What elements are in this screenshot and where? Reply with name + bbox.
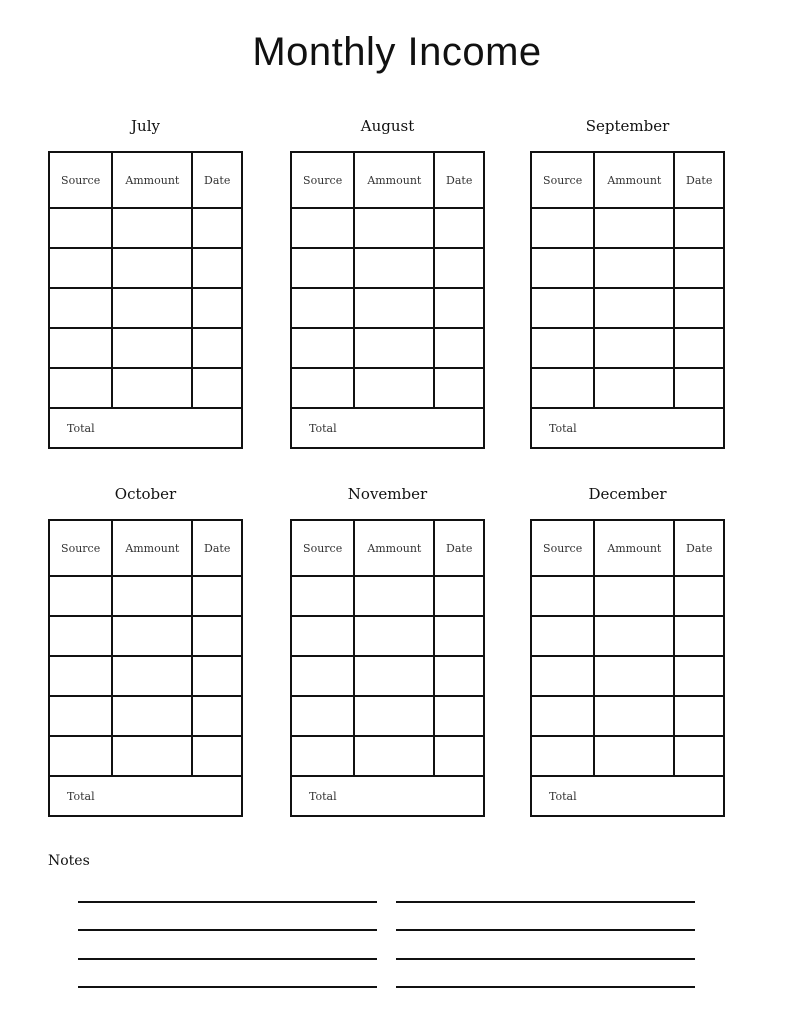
column-header: Ammount (594, 152, 674, 208)
table-cell[interactable] (594, 696, 674, 736)
month-block-december (530, 485, 725, 817)
table-cell[interactable] (674, 288, 724, 328)
table-cell[interactable] (434, 576, 484, 616)
column-header: Ammount (594, 520, 674, 576)
page-title: Monthly Income (252, 30, 542, 74)
table-cell[interactable] (674, 616, 724, 656)
table-cell[interactable] (674, 328, 724, 368)
table-cell[interactable] (112, 656, 192, 696)
table-cell[interactable] (291, 576, 354, 616)
table-row (531, 736, 724, 776)
month-title: November (347, 485, 428, 503)
month-block-october (48, 485, 243, 817)
table-cell[interactable] (594, 576, 674, 616)
table-row (531, 208, 724, 248)
column-header: Date (434, 152, 484, 208)
table-cell[interactable] (354, 656, 434, 696)
table-row (291, 656, 484, 696)
header-row (531, 520, 724, 576)
table-cell[interactable] (674, 576, 724, 616)
table-cell[interactable] (531, 696, 594, 736)
table-cell[interactable] (112, 288, 192, 328)
header-row (49, 152, 242, 208)
month-block-august (290, 117, 485, 449)
note-line (396, 958, 695, 960)
table-cell[interactable] (49, 736, 112, 776)
table-cell[interactable] (291, 208, 354, 248)
table-cell[interactable] (192, 616, 242, 656)
table-cell[interactable] (531, 736, 594, 776)
table-cell[interactable] (434, 328, 484, 368)
note-line (78, 901, 377, 903)
column-header: Date (674, 152, 724, 208)
table-row (291, 576, 484, 616)
table-row (291, 288, 484, 328)
column-header: Date (192, 152, 242, 208)
table-cell[interactable] (594, 288, 674, 328)
table-row (49, 576, 242, 616)
month-title: August (360, 117, 415, 135)
table-row (291, 616, 484, 656)
column-header: Ammount (112, 520, 192, 576)
column-header: Source (291, 152, 354, 208)
table-row (49, 368, 242, 408)
note-line (396, 929, 695, 931)
table-cell[interactable] (434, 736, 484, 776)
table-row (49, 616, 242, 656)
total-row (291, 408, 484, 448)
column-header: Date (192, 520, 242, 576)
table-cell[interactable] (531, 616, 594, 656)
total-row (531, 776, 724, 816)
table-row (49, 736, 242, 776)
total-label[interactable]: Total (49, 776, 242, 816)
column-header: Date (674, 520, 724, 576)
table-row (531, 248, 724, 288)
table-cell[interactable] (434, 656, 484, 696)
table-cell[interactable] (291, 328, 354, 368)
month-block-november (290, 485, 485, 817)
income-table (530, 519, 725, 817)
table-row (49, 328, 242, 368)
table-cell[interactable] (112, 616, 192, 656)
table-cell[interactable] (594, 736, 674, 776)
table-cell[interactable] (434, 368, 484, 408)
income-table (48, 519, 243, 817)
table-row (49, 656, 242, 696)
total-row (49, 408, 242, 448)
table-cell[interactable] (434, 248, 484, 288)
table-row (291, 248, 484, 288)
table-cell[interactable] (354, 208, 434, 248)
table-row (291, 736, 484, 776)
table-cell[interactable] (49, 208, 112, 248)
note-line (396, 901, 695, 903)
total-label[interactable]: Total (531, 408, 724, 448)
table-cell[interactable] (49, 288, 112, 328)
table-cell[interactable] (674, 248, 724, 288)
table-cell[interactable] (291, 248, 354, 288)
table-cell[interactable] (192, 328, 242, 368)
header-row (531, 152, 724, 208)
table-row (291, 208, 484, 248)
note-line (396, 986, 695, 988)
column-header: Ammount (354, 520, 434, 576)
table-cell[interactable] (49, 696, 112, 736)
income-table (530, 151, 725, 449)
column-header: Ammount (354, 152, 434, 208)
table-cell[interactable] (531, 208, 594, 248)
table-cell[interactable] (531, 368, 594, 408)
table-cell[interactable] (192, 736, 242, 776)
table-cell[interactable] (49, 248, 112, 288)
header-row (49, 520, 242, 576)
total-label[interactable]: Total (291, 776, 484, 816)
table-cell[interactable] (354, 328, 434, 368)
note-line (78, 958, 377, 960)
table-cell[interactable] (594, 248, 674, 288)
table-cell[interactable] (434, 696, 484, 736)
table-cell[interactable] (354, 696, 434, 736)
table-row (531, 656, 724, 696)
table-cell[interactable] (531, 288, 594, 328)
table-row (49, 696, 242, 736)
table-cell[interactable] (354, 576, 434, 616)
table-cell[interactable] (112, 328, 192, 368)
header-row (291, 152, 484, 208)
table-cell[interactable] (291, 696, 354, 736)
table-cell[interactable] (192, 248, 242, 288)
table-row (291, 368, 484, 408)
total-row (291, 776, 484, 816)
table-cell[interactable] (49, 368, 112, 408)
table-row (49, 208, 242, 248)
table-row (291, 328, 484, 368)
total-row (49, 776, 242, 816)
table-cell[interactable] (354, 288, 434, 328)
table-cell[interactable] (291, 656, 354, 696)
table-cell[interactable] (192, 656, 242, 696)
table-cell[interactable] (49, 328, 112, 368)
table-cell[interactable] (112, 736, 192, 776)
table-cell[interactable] (531, 248, 594, 288)
column-header: Ammount (112, 152, 192, 208)
table-row (531, 368, 724, 408)
total-label[interactable]: Total (291, 408, 484, 448)
table-cell[interactable] (434, 616, 484, 656)
table-cell[interactable] (49, 656, 112, 696)
table-cell[interactable] (291, 288, 354, 328)
table-cell[interactable] (192, 288, 242, 328)
table-cell[interactable] (434, 288, 484, 328)
table-cell[interactable] (112, 208, 192, 248)
table-cell[interactable] (192, 208, 242, 248)
note-line (78, 986, 377, 988)
total-label[interactable]: Total (531, 776, 724, 816)
table-cell[interactable] (594, 208, 674, 248)
table-cell[interactable] (674, 656, 724, 696)
table-cell[interactable] (594, 328, 674, 368)
month-block-september (530, 117, 725, 449)
table-cell[interactable] (594, 368, 674, 408)
table-row (531, 328, 724, 368)
column-header: Source (531, 152, 594, 208)
column-header: Source (49, 152, 112, 208)
total-row (531, 408, 724, 448)
table-cell[interactable] (112, 576, 192, 616)
table-row (531, 576, 724, 616)
table-cell[interactable] (594, 656, 674, 696)
table-cell[interactable] (291, 736, 354, 776)
total-label[interactable]: Total (49, 408, 242, 448)
table-cell[interactable] (192, 368, 242, 408)
column-header: Date (434, 520, 484, 576)
column-header: Source (291, 520, 354, 576)
table-cell[interactable] (354, 616, 434, 656)
header-row (291, 520, 484, 576)
table-row (531, 288, 724, 328)
income-table (48, 151, 243, 449)
table-cell[interactable] (112, 368, 192, 408)
table-cell[interactable] (354, 368, 434, 408)
table-cell[interactable] (674, 368, 724, 408)
table-cell[interactable] (192, 576, 242, 616)
column-header: Source (49, 520, 112, 576)
table-cell[interactable] (594, 616, 674, 656)
table-cell[interactable] (354, 248, 434, 288)
month-title: July (131, 117, 160, 135)
table-cell[interactable] (49, 616, 112, 656)
month-title: September (585, 117, 670, 135)
table-cell[interactable] (192, 696, 242, 736)
table-cell[interactable] (49, 576, 112, 616)
month-block-july (48, 117, 243, 449)
table-cell[interactable] (531, 328, 594, 368)
notes-label: Notes (48, 853, 90, 869)
table-row (49, 248, 242, 288)
table-cell[interactable] (531, 576, 594, 616)
note-line (78, 929, 377, 931)
column-header: Source (531, 520, 594, 576)
table-row (531, 696, 724, 736)
table-cell[interactable] (531, 656, 594, 696)
table-row (531, 616, 724, 656)
table-cell[interactable] (434, 208, 484, 248)
income-table (290, 151, 485, 449)
table-cell[interactable] (674, 208, 724, 248)
income-table (290, 519, 485, 817)
table-cell[interactable] (354, 736, 434, 776)
table-cell[interactable] (112, 696, 192, 736)
month-title: October (114, 485, 177, 503)
table-cell[interactable] (291, 616, 354, 656)
table-cell[interactable] (112, 248, 192, 288)
table-row (291, 696, 484, 736)
table-cell[interactable] (291, 368, 354, 408)
table-cell[interactable] (674, 736, 724, 776)
table-row (49, 288, 242, 328)
table-cell[interactable] (674, 696, 724, 736)
month-title: December (588, 485, 667, 503)
